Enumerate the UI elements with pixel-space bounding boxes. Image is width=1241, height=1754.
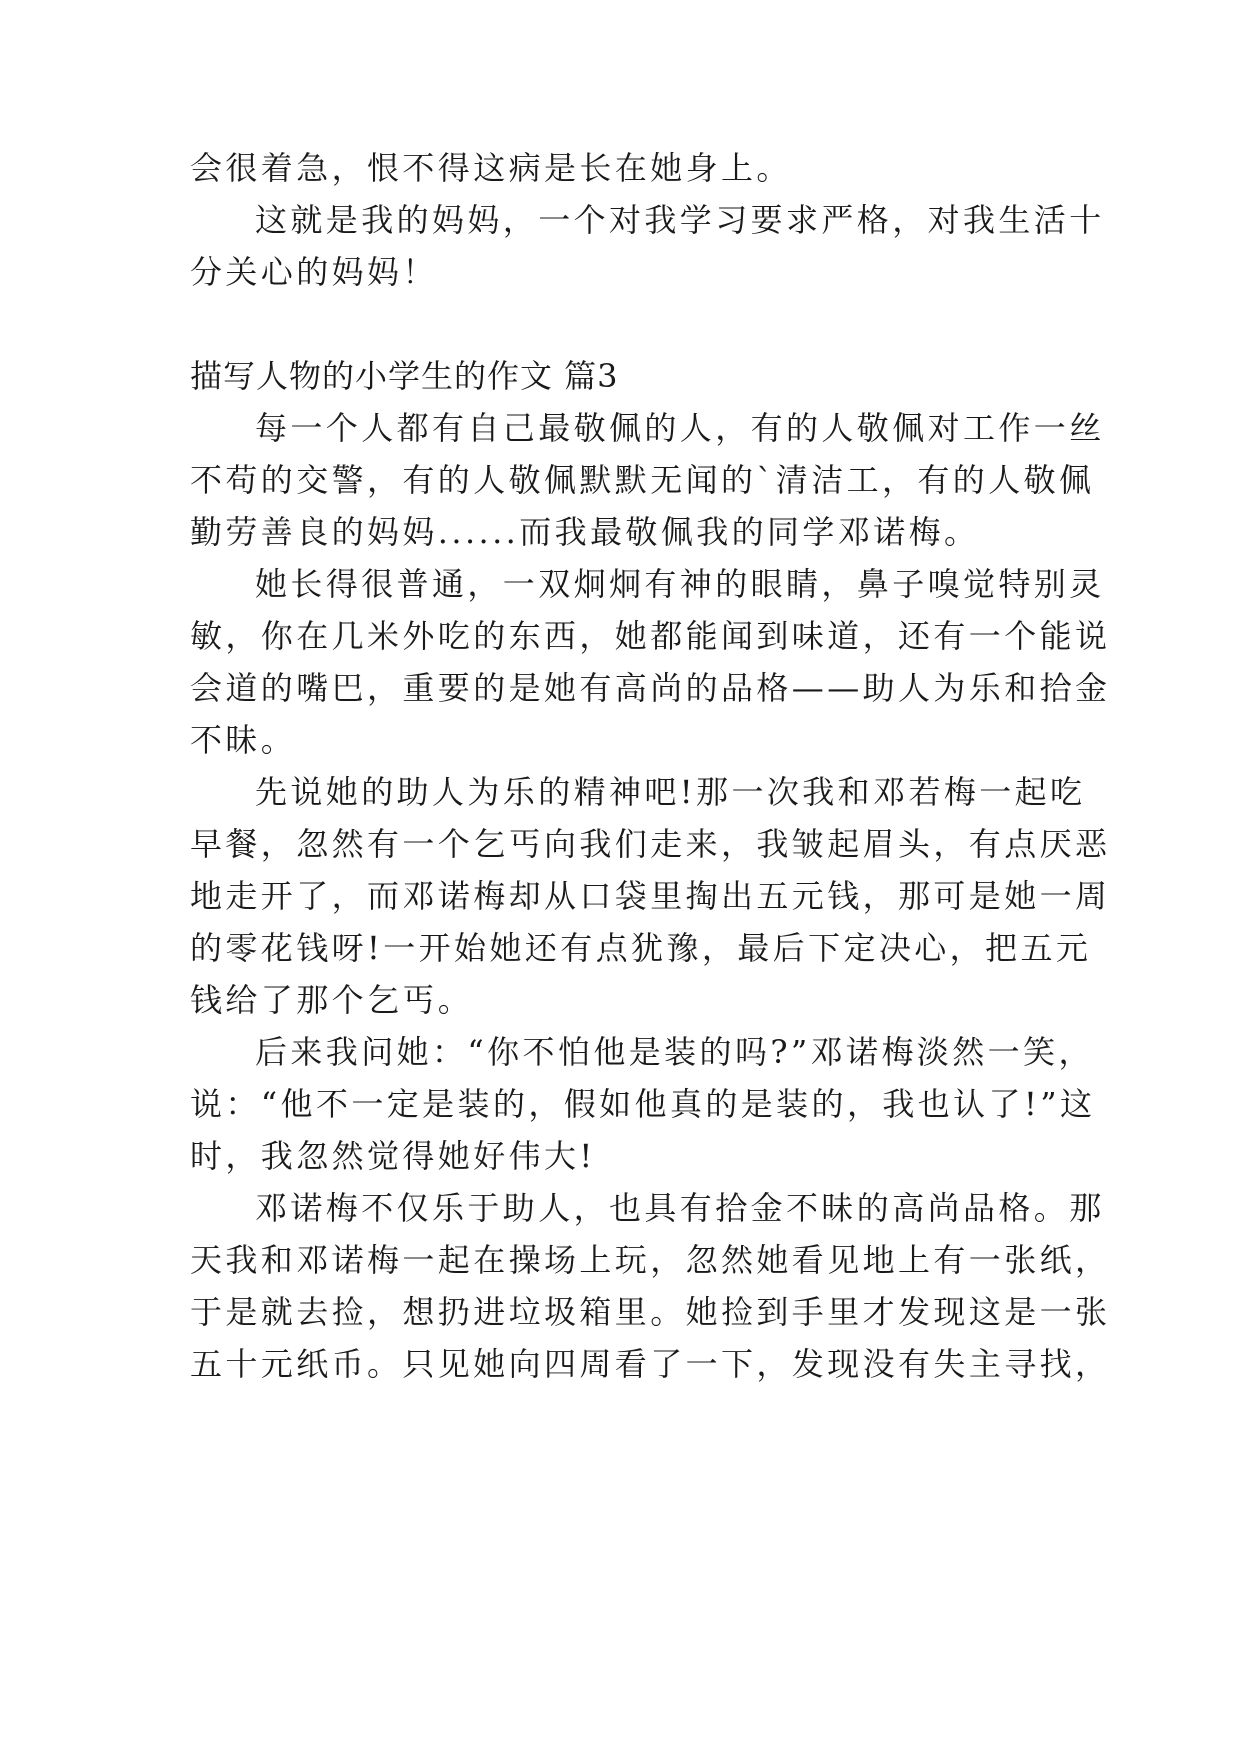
- text-line: 分关心的妈妈！: [190, 253, 438, 291]
- paragraph-start-line: 这就是我的妈妈，一个对我学习要求严格，对我生活十: [255, 201, 1105, 239]
- text-line: 钱给了那个乞丐。: [190, 981, 474, 1019]
- paragraph-start-line: 每一个人都有自己最敬佩的人，有的人敬佩对工作一丝: [255, 409, 1105, 447]
- section-heading: 描写人物的小学生的作文 篇3: [190, 357, 619, 395]
- paragraph-start-line: 后来我问她：“你不怕他是装的吗?”邓诺梅淡然一笑，: [255, 1033, 1094, 1071]
- text-line: 敏，你在几米外吃的东西，她都能闻到味道，还有一个能说: [190, 617, 1111, 655]
- paragraph-start-line: 先说她的助人为乐的精神吧!那一次我和邓若梅一起吃: [255, 773, 1086, 811]
- text-line: 于是就去捡，想扔进垃圾箱里。她捡到手里才发现这是一张: [190, 1293, 1111, 1331]
- text-line: 不昧。: [190, 721, 297, 759]
- text-line: 地走开了，而邓诺梅却从口袋里掏出五元钱，那可是她一周: [190, 877, 1111, 915]
- text-line: 说：“他不一定是装的，假如他真的是装的，我也认了!”这: [190, 1085, 1096, 1123]
- text-line: 天我和邓诺梅一起在操场上玩，忽然她看见地上有一张纸，: [190, 1241, 1111, 1279]
- text-line: 会很着急，恨不得这病是长在她身上。: [190, 149, 792, 187]
- text-line: 早餐，忽然有一个乞丐向我们走来，我皱起眉头，有点厌恶: [190, 825, 1111, 863]
- text-line: 的零花钱呀!一开始她还有点犹豫，最后下定决心，把五元: [190, 929, 1092, 967]
- paragraph-start-line: 她长得很普通，一双炯炯有神的眼睛，鼻子嗅觉特别灵: [255, 565, 1105, 603]
- paragraph-start-line: 邓诺梅不仅乐于助人，也具有拾金不昧的高尚品格。那: [255, 1189, 1105, 1227]
- text-line: 时，我忽然觉得她好伟大!: [190, 1137, 596, 1175]
- text-line: 五十元纸币。只见她向四周看了一下，发现没有失主寻找，: [190, 1345, 1111, 1383]
- text-line: 不苟的交警，有的人敬佩默默无闻的`清洁工，有的人敬佩: [190, 461, 1095, 499]
- text-line: 会道的嘴巴，重要的是她有高尚的品格——助人为乐和拾金: [190, 669, 1111, 707]
- text-line: 勤劳善良的妈妈......而我最敬佩我的同学邓诺梅。: [190, 513, 980, 551]
